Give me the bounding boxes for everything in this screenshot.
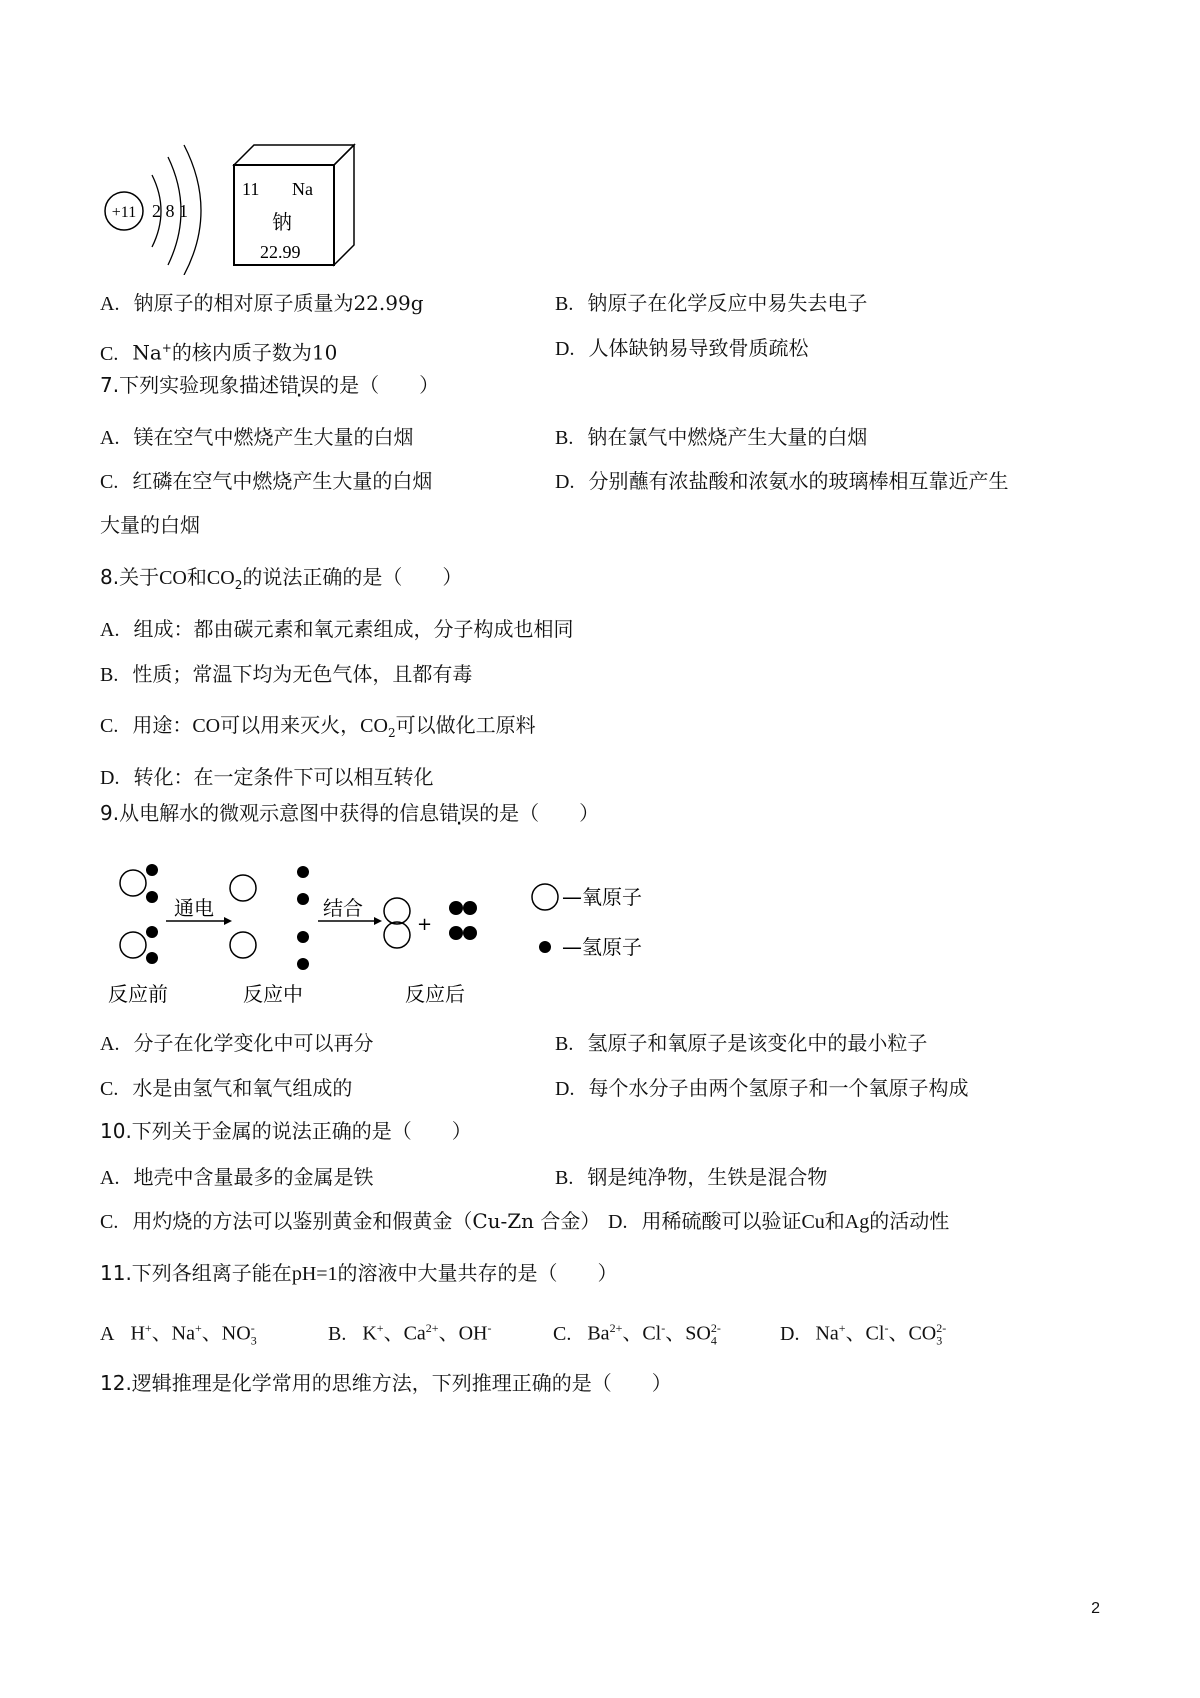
- option-label: A.: [100, 619, 120, 641]
- option-text: 组成：都由碳元素和氧元素组成，分子构成也相同: [133, 617, 574, 641]
- option-text: 用途：: [132, 713, 193, 737]
- emphasis-text: 错误: [439, 801, 480, 825]
- option-label: B.: [555, 427, 574, 449]
- option-text: 钠原子在化学反应中易失去电子: [587, 291, 868, 315]
- option-label: B.: [100, 664, 119, 686]
- ion-symbol: Na: [132, 340, 162, 365]
- option-label: A.: [100, 1033, 120, 1055]
- option-label: A.: [100, 427, 120, 449]
- option-text: 镁在空气中燃烧产生大量的白烟: [133, 425, 414, 449]
- q10-option-a: [100, 1164, 373, 1191]
- subscript: 2: [387, 726, 396, 740]
- q10-stem: 10.下列关于金属的说法正确的是（ ）: [100, 1119, 472, 1143]
- ph-value: pH=1: [291, 1263, 338, 1285]
- option-text: 的核内质子数为10: [171, 340, 338, 365]
- legend-oxygen: —氧原子: [562, 885, 642, 909]
- stem-text: 的溶液中大量共存的是（ ）: [337, 1261, 618, 1285]
- option-label: D.: [555, 338, 575, 360]
- option-label: B.: [555, 1167, 574, 1189]
- option-label: D.: [780, 1322, 800, 1345]
- option-text: 可以做化工原料: [395, 713, 536, 737]
- plus-sign: +: [417, 914, 433, 935]
- q6-option-b: [555, 290, 867, 317]
- option-label: A: [100, 1322, 115, 1345]
- option-text: 红磷在空气中燃烧产生大量的白烟: [132, 469, 433, 493]
- q10-option-c: [100, 1208, 600, 1235]
- option-label: C.: [100, 715, 119, 737]
- q11-option-a: A H+、Na+、$NO_3^-$: [100, 1321, 257, 1348]
- option-text: 人体缺钠易导致骨质疏松: [588, 336, 809, 360]
- formula-co2: CO: [360, 715, 388, 737]
- option-text: 每个水分子由两个氢原子和一个氧原子构成: [588, 1076, 969, 1100]
- stem-text: 7.下列实验现象描述: [100, 373, 280, 397]
- option-label: D.: [555, 471, 575, 493]
- q10-option-b: [555, 1164, 827, 1191]
- nucleus-charge: +11: [111, 204, 137, 221]
- stem-text: 的是（ ）: [319, 373, 440, 397]
- q6-option-c: [100, 335, 337, 367]
- electron-shells: 2 8 1: [152, 201, 188, 221]
- q7-option-d: [555, 468, 1008, 495]
- option-label: A.: [100, 293, 120, 315]
- sodium-figure: [100, 135, 370, 275]
- option-label: D.: [100, 767, 120, 789]
- q9-option-c: [100, 1075, 352, 1102]
- stem-text: 和: [186, 565, 207, 589]
- q8-option-c: [100, 712, 536, 746]
- q11-option-d: D. Na+、Cl-、$CO_3^{2-}$: [780, 1321, 947, 1348]
- arrow1-label: 通电: [174, 896, 214, 920]
- caption-after: 反应后: [405, 982, 465, 1006]
- formula-co2: CO: [206, 567, 235, 589]
- q6-option-d: [555, 335, 808, 362]
- arrow2-label: 结合: [323, 896, 363, 920]
- option-text: 和: [824, 1209, 845, 1233]
- q9-option-a: [100, 1030, 373, 1057]
- q7-option-a: [100, 424, 413, 451]
- option-label: C.: [553, 1322, 572, 1345]
- q9-option-b: [555, 1030, 927, 1057]
- option-label: C.: [100, 1211, 119, 1233]
- formula-co: CO: [159, 567, 187, 589]
- option-label: B.: [328, 1322, 347, 1345]
- caption-middle: 反应中: [243, 982, 303, 1006]
- option-text: 性质；常温下均为无色气体，且都有毒: [132, 662, 473, 686]
- option-text: 水是由氢气和氧气组成的: [132, 1076, 353, 1100]
- q7-option-d-cont: 大量的白烟: [100, 513, 200, 537]
- q11-option-c: C. $Ba^{2+}$、Cl-、$SO_4^{2-}$: [553, 1321, 721, 1348]
- option-text: 钠原子的相对原子质量为22.99g: [133, 291, 424, 315]
- option-text: 地壳中含量最多的金属是铁: [133, 1165, 374, 1189]
- stem-text: 的是（ ）: [479, 801, 600, 825]
- option-text: 用灼烧的方法可以鉴别黄金和假黄金（Cu-Zn 合金）: [132, 1209, 601, 1233]
- formula-cu: Cu: [801, 1211, 825, 1233]
- option-label: D.: [608, 1211, 628, 1233]
- q7-stem: [100, 372, 439, 398]
- option-text: 氢原子和氧原子是该变化中的最小粒子: [587, 1031, 928, 1055]
- option-label: D.: [555, 1078, 575, 1100]
- q7-option-b: [555, 424, 867, 451]
- q12-stem: 12.逻辑推理是化学常用的思维方法，下列推理正确的是（ ）: [100, 1371, 672, 1395]
- caption-before: 反应前: [108, 982, 168, 1006]
- stem-text: 8.关于: [100, 565, 160, 589]
- q6-option-a: [100, 290, 424, 317]
- q7-option-c: [100, 468, 432, 495]
- option-text: 用稀硫酸可以验证: [641, 1209, 802, 1233]
- element-symbol: Na: [292, 179, 313, 199]
- emphasis-text: 错误: [279, 373, 320, 397]
- legend-hydrogen: —氢原子: [562, 935, 642, 959]
- option-text: 钢是纯净物，生铁是混合物: [587, 1165, 828, 1189]
- q8-stem: [100, 564, 462, 598]
- q8-option-b: [100, 661, 472, 688]
- page-number: 2: [1091, 1600, 1100, 1617]
- option-label: A.: [100, 1167, 120, 1189]
- q8-option-d: [100, 764, 433, 791]
- q9-stem: [100, 800, 599, 826]
- stem-text: 11.下列各组离子能在: [100, 1261, 292, 1285]
- option-label: C.: [100, 342, 119, 365]
- option-label: C.: [100, 1078, 119, 1100]
- formula-ag: Ag: [844, 1211, 870, 1233]
- option-text: 可以用来灭火，: [220, 713, 361, 737]
- element-name: 钠: [272, 210, 292, 234]
- atomic-number: 11: [242, 179, 260, 199]
- q8-option-a: [100, 616, 573, 643]
- q11-option-b: B. K+、$Ca^{2+}$、OH-: [328, 1321, 492, 1345]
- option-text: 分子在化学变化中可以再分: [133, 1031, 374, 1055]
- q10-option-d: [608, 1208, 949, 1235]
- stem-text: 的说法正确的是（ ）: [242, 565, 463, 589]
- option-label: C.: [100, 471, 119, 493]
- option-label: B.: [555, 1033, 574, 1055]
- subscript: 2: [234, 578, 243, 592]
- option-label: B.: [555, 293, 574, 315]
- formula-co: CO: [192, 715, 221, 737]
- atomic-mass: 22.99: [260, 242, 301, 262]
- option-text: 的活动性: [869, 1209, 950, 1233]
- ion-charge: +: [161, 341, 172, 355]
- q9-option-d: [555, 1075, 968, 1102]
- option-text: 转化：在一定条件下可以相互转化: [133, 765, 434, 789]
- q11-stem: [100, 1260, 618, 1287]
- stem-text: 9.从电解水的微观示意图中获得的信息: [100, 801, 440, 825]
- electrolysis-diagram: [100, 855, 660, 1015]
- option-text: 分别蘸有浓盐酸和浓氨水的玻璃棒相互靠近产生: [588, 469, 1009, 493]
- option-text: 钠在氯气中燃烧产生大量的白烟: [587, 425, 868, 449]
